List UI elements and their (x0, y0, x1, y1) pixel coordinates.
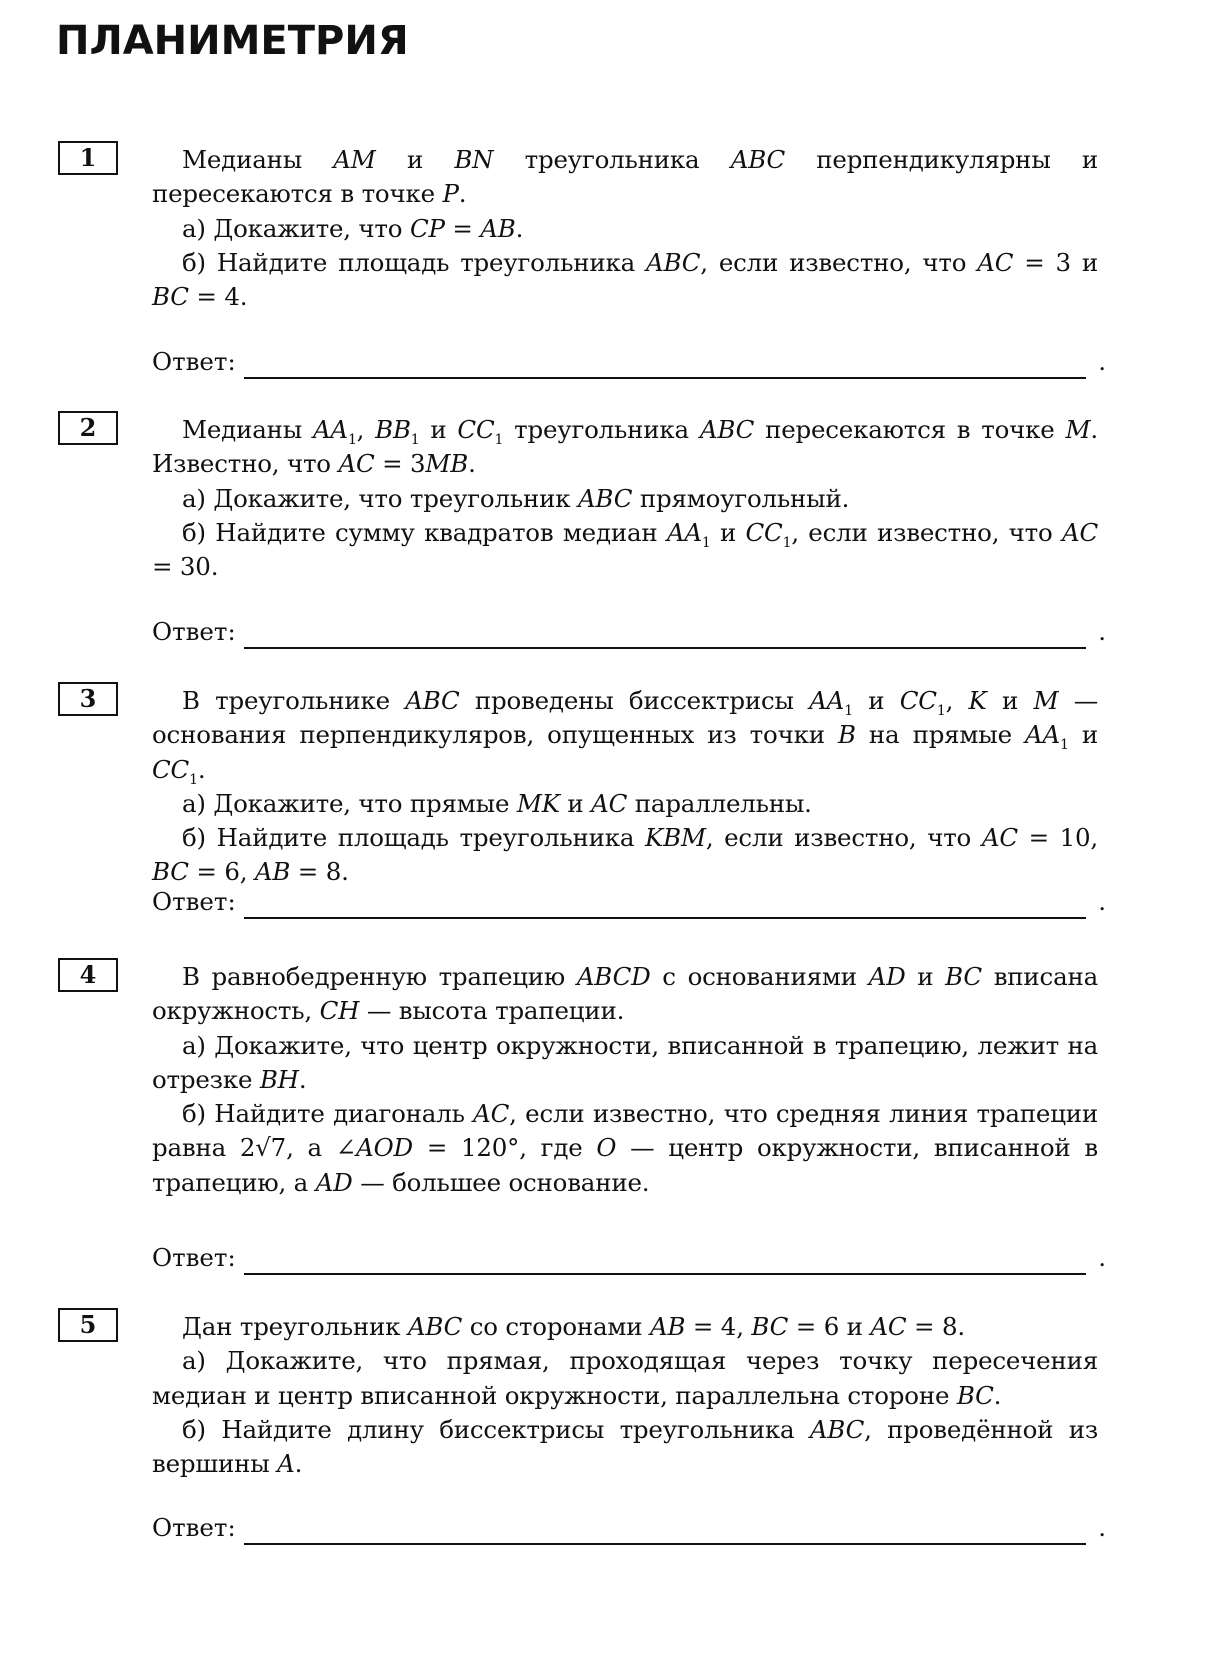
problem-number-box: 5 (58, 1308, 118, 1342)
answer-line-2[interactable] (152, 615, 1112, 649)
answer-label: Ответ: (152, 887, 236, 916)
answer-blank[interactable] (244, 917, 1086, 919)
problem-text (152, 143, 1098, 314)
problem-text (152, 413, 1098, 584)
answer-blank[interactable] (244, 377, 1086, 379)
problem-number-box: 3 (58, 682, 118, 716)
answer-dot: . (1098, 347, 1106, 376)
answer-dot: . (1098, 1513, 1106, 1542)
answer-line-5[interactable] (152, 1511, 1112, 1545)
answer-label: Ответ: (152, 1513, 236, 1542)
problem-statement: Медианы AM и BN треугольника ABC перпендикулярны и пересекаются в точке P. (152, 145, 1098, 209)
answer-label: Ответ: (152, 1243, 236, 1272)
problem-part-a: а) Докажите, что треугольник ABC прямоугольный. (182, 483, 850, 513)
answer-label: Ответ: (152, 347, 236, 376)
answer-blank[interactable] (244, 647, 1086, 649)
problem-statement: Медианы $AA_1$, $BB_1$ и $CC_1$ треугольника ABC пересекаются в точке M. Известно, что AC = 3MB. (152, 415, 1098, 479)
answer-label: Ответ: (152, 617, 236, 646)
problem-statement: Дан треугольник ABC со сторонами AB = 4, BC = 6 и AC = 8. (182, 1312, 965, 1341)
answer-dot: . (1098, 887, 1106, 916)
problem-text (152, 960, 1098, 1200)
answer-line-3[interactable] (152, 885, 1112, 919)
problem-text (152, 1310, 1098, 1481)
answer-dot: . (1098, 617, 1106, 646)
problem-part-a: а) Докажите, что центр окружности, вписанной в трапецию, лежит на отрезке BH. (152, 1030, 1098, 1094)
problem-part-b: б) Найдите длину биссектрисы треугольника ABC, проведённой из вершины A. (152, 1414, 1099, 1479)
problem-statement: В равнобедренную трапецию ABCD с основаниями AD и BC вписана окружность, CH — высота трапеции. (152, 962, 1099, 1026)
problem-part-b: б) Найдите площадь треугольника ABC, если известно, что AC = 3 и BC = 4. (152, 247, 1099, 312)
problem-part-b: б) Найдите диагональ AC, если известно, что средняя линия трапеции равна 2√7, а ∠AOD = 120°, где O — центр окружности, вписанной в трапецию, а AD — большее основание. (152, 1099, 1099, 1197)
answer-blank[interactable] (244, 1543, 1086, 1545)
problem-number-box: 1 (58, 141, 118, 175)
answer-line-1[interactable] (152, 345, 1112, 379)
problem-number-box: 4 (58, 958, 118, 992)
answer-blank[interactable] (244, 1273, 1086, 1275)
problem-text (152, 684, 1098, 890)
answer-dot: . (1098, 1243, 1106, 1272)
problem-number-box: 2 (58, 411, 118, 445)
problem-part-a: а) Докажите, что прямая, проходящая через точку пересечения медиан и центр вписанной окружности, параллельна стороне BC. (152, 1346, 1098, 1410)
page-title: ПЛАНИМЕТРИЯ (56, 18, 409, 64)
problem-statement: В треугольнике ABC проведены биссектрисы $AA_1$ и $CC_1$, K и M — основания перпендикуляров, опущенных из точки B на прямые $AA_1$ и $CC_1$. (152, 686, 1099, 788)
problem-part-b: б) Найдите площадь треугольника KBM, если известно, что AC = 10, BC = 6, AB = 8. (152, 823, 1099, 887)
answer-line-4[interactable] (152, 1241, 1112, 1275)
problem-part-a: а) Докажите, что CP = AB. (182, 213, 524, 243)
problem-part-b: б) Найдите сумму квадратов медиан $AA_1$ и $CC_1$, если известно, что AC = 30. (152, 517, 1098, 582)
problem-part-a: а) Докажите, что прямые MK и AC параллельны. (182, 788, 812, 818)
